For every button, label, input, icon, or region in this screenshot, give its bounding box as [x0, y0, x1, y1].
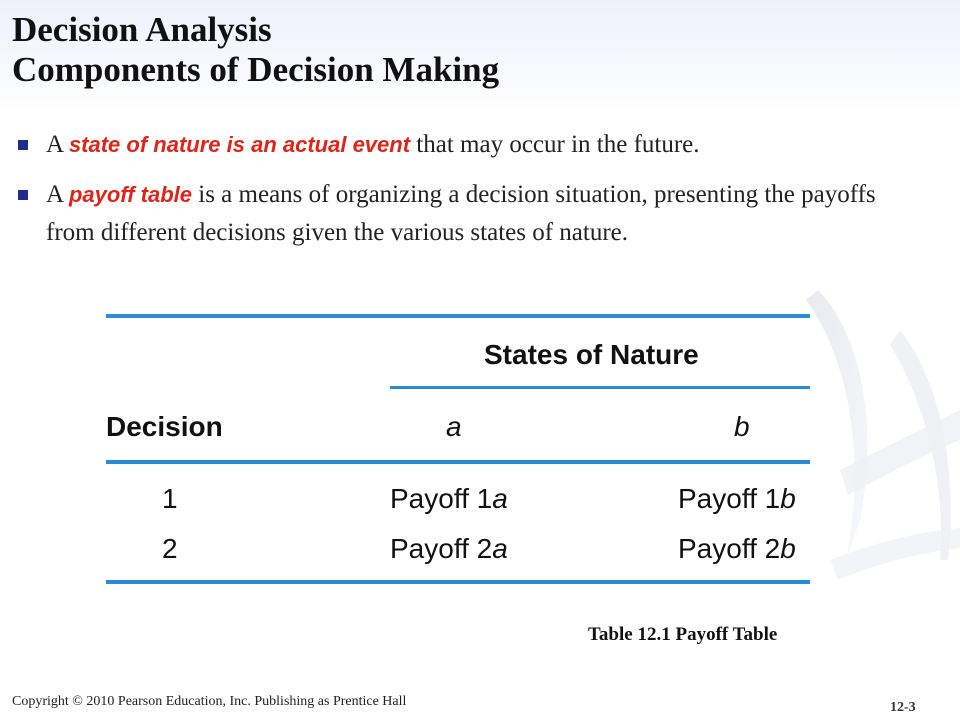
states-of-nature-header: States of Nature — [484, 339, 699, 370]
bullet-1-post: that may occur in the future. — [410, 131, 700, 158]
row-2-payoff-b-prefix: Payoff 2 — [678, 533, 781, 564]
row-1-payoff-a-suffix: a — [492, 483, 508, 514]
bullet-1-pre: A — [46, 131, 69, 158]
bullet-square-icon — [18, 190, 28, 200]
row-1-payoff-b — [678, 482, 796, 516]
column-a-header: a — [446, 411, 462, 442]
states-header-rule — [390, 386, 810, 389]
row-1-payoff-b-prefix: Payoff 1 — [678, 483, 781, 514]
row-1-payoff-a-prefix: Payoff 1 — [390, 483, 493, 514]
bullet-2-post: is a means of organizing a decision situation, presenting the payoffs from different decisions given the various states of nature. — [46, 181, 876, 246]
bullet-square-icon — [18, 140, 28, 150]
slide-title — [12, 10, 499, 90]
copyright-notice: Copyright © 2010 Pearson Education, Inc. Publishing as Prentice Hall — [12, 694, 407, 709]
column-b-header: b — [734, 411, 750, 442]
table-bottom-rule — [106, 580, 810, 584]
table-header-rule — [106, 460, 810, 464]
row-2-payoff-b-suffix: b — [780, 533, 796, 564]
table-top-rule — [106, 314, 810, 318]
bullet-1-emphasis: state of nature is an actual event — [68, 132, 411, 157]
bullet-state-of-nature — [14, 126, 914, 164]
row-2-payoff-a — [390, 532, 508, 566]
bullet-2-pre: A — [46, 181, 69, 208]
decision-header: Decision — [106, 411, 223, 442]
bullet-2-emphasis: payoff table — [68, 182, 192, 207]
row-1-decision: 1 — [162, 483, 178, 514]
table-caption: Table 12.1 Payoff Table — [588, 624, 778, 645]
row-2-payoff-a-suffix: a — [492, 533, 508, 564]
row-2-payoff-a-prefix: Payoff 2 — [390, 533, 493, 564]
bullet-list — [14, 126, 914, 252]
title-line-1: Decision Analysis — [12, 10, 272, 49]
payoff-table — [106, 314, 810, 584]
row-2-payoff-b — [678, 532, 796, 566]
bullet-payoff-table — [14, 176, 914, 252]
row-2-decision: 2 — [162, 533, 178, 564]
page-number: 12-3 — [890, 700, 916, 715]
title-line-2: Components of Decision Making — [12, 50, 500, 89]
row-1-payoff-b-suffix: b — [780, 483, 796, 514]
row-1-payoff-a — [390, 482, 508, 516]
